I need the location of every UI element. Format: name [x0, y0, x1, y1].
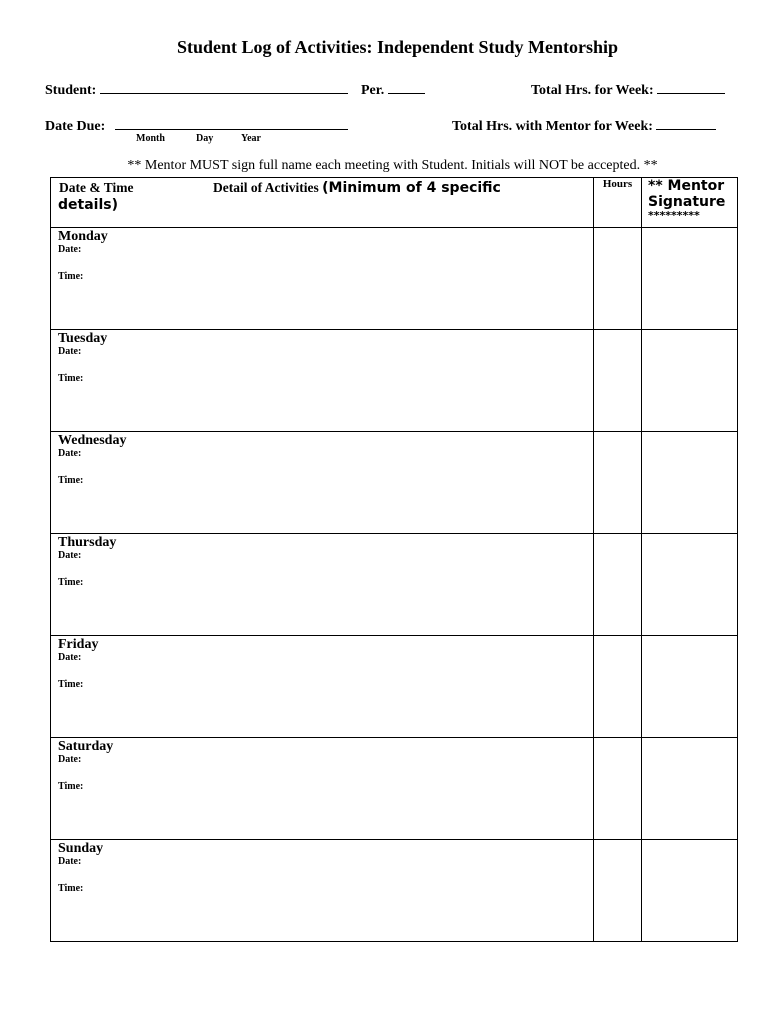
hours-cell[interactable]: [594, 534, 642, 636]
header-detail-label: Detail of Activities: [213, 180, 319, 195]
date-label: Date:: [58, 550, 82, 561]
table-row-thursday: [51, 534, 738, 636]
month-label: Month: [136, 133, 165, 144]
date-due-blank[interactable]: [115, 116, 348, 130]
date-label: Date:: [58, 244, 82, 255]
student-blank[interactable]: [100, 80, 348, 94]
hours-cell[interactable]: [594, 738, 642, 840]
header-detail: [213, 180, 501, 196]
table-row-friday: [51, 636, 738, 738]
header-mentor-signature: [642, 178, 738, 228]
date-label: Date:: [58, 652, 82, 663]
date-label: Date:: [58, 856, 82, 867]
total-mentor-hours-field[interactable]: [452, 116, 716, 135]
time-label: Time:: [58, 883, 84, 894]
mentor-signature-cell[interactable]: [642, 534, 738, 636]
mentor-signature-cell[interactable]: [642, 738, 738, 840]
mentor-signature-cell[interactable]: [642, 840, 738, 942]
total-hours-week-blank[interactable]: [657, 80, 725, 94]
activity-cell[interactable]: [51, 228, 594, 330]
time-label: Time:: [58, 271, 84, 282]
activity-cell[interactable]: [51, 636, 594, 738]
total-mentor-hours-blank[interactable]: [656, 116, 716, 130]
table-header-row: [51, 178, 738, 228]
table-row-monday: [51, 228, 738, 330]
header-date-time: Date & Time: [59, 180, 134, 195]
table-row-sunday: [51, 840, 738, 942]
total-hours-week-label: Total Hrs. for Week:: [531, 83, 654, 98]
hours-cell[interactable]: [594, 840, 642, 942]
day-label: Thursday: [58, 535, 117, 550]
header-minimum-note: (Minimum of 4 specific: [322, 180, 501, 196]
table-row-wednesday: [51, 432, 738, 534]
period-label: Per.: [361, 83, 385, 98]
day-label: Monday: [58, 229, 108, 244]
period-field[interactable]: [361, 80, 425, 99]
hours-cell[interactable]: [594, 636, 642, 738]
hours-cell[interactable]: [594, 330, 642, 432]
day-label: Tuesday: [58, 331, 108, 346]
page-title: Student Log of Activities: Independent Study Mentorship: [176, 37, 619, 57]
date-label: Date:: [58, 448, 82, 459]
activity-cell[interactable]: [51, 432, 594, 534]
header-mentor-line1: ** Mentor: [648, 178, 725, 194]
mentor-signature-cell[interactable]: [642, 228, 738, 330]
mentor-signature-cell[interactable]: [642, 330, 738, 432]
day-label: Wednesday: [58, 433, 127, 448]
time-label: Time:: [58, 475, 84, 486]
date-label: Date:: [58, 754, 82, 765]
time-label: Time:: [58, 679, 84, 690]
hours-cell[interactable]: [594, 432, 642, 534]
date-due-label: Date Due:: [45, 119, 106, 134]
header-details-continued: details): [58, 197, 118, 213]
period-blank[interactable]: [388, 80, 425, 94]
year-label: Year: [241, 133, 261, 144]
activity-cell[interactable]: [51, 840, 594, 942]
day-label: Saturday: [58, 739, 114, 754]
table-row-saturday: [51, 738, 738, 840]
header-mentor-line2: Signature: [648, 194, 726, 210]
activity-log-table: [50, 177, 738, 942]
mentor-signature-cell[interactable]: [642, 636, 738, 738]
day-label: Day: [196, 133, 214, 144]
activity-cell[interactable]: [51, 330, 594, 432]
student-field[interactable]: [45, 80, 348, 99]
hours-cell[interactable]: [594, 228, 642, 330]
header-activity-cell: [51, 178, 594, 228]
day-label: Sunday: [58, 841, 104, 856]
activity-cell[interactable]: [51, 534, 594, 636]
header-hours: Hours: [594, 178, 642, 228]
total-hours-week-field[interactable]: [531, 80, 725, 99]
time-label: Time:: [58, 781, 84, 792]
mentor-signature-cell[interactable]: [642, 432, 738, 534]
mentor-notice: ** Mentor MUST sign full name each meeting with Student. Initials will NOT be accepted. **: [127, 158, 658, 173]
date-label: Date:: [58, 346, 82, 357]
total-mentor-hours-label: Total Hrs. with Mentor for Week:: [452, 119, 653, 134]
time-label: Time:: [58, 577, 84, 588]
table-row-tuesday: [51, 330, 738, 432]
header-mentor-stars: *********: [648, 209, 700, 222]
activity-cell[interactable]: [51, 738, 594, 840]
student-label: Student:: [45, 83, 97, 98]
time-label: Time:: [58, 373, 84, 384]
day-label: Friday: [58, 637, 99, 652]
